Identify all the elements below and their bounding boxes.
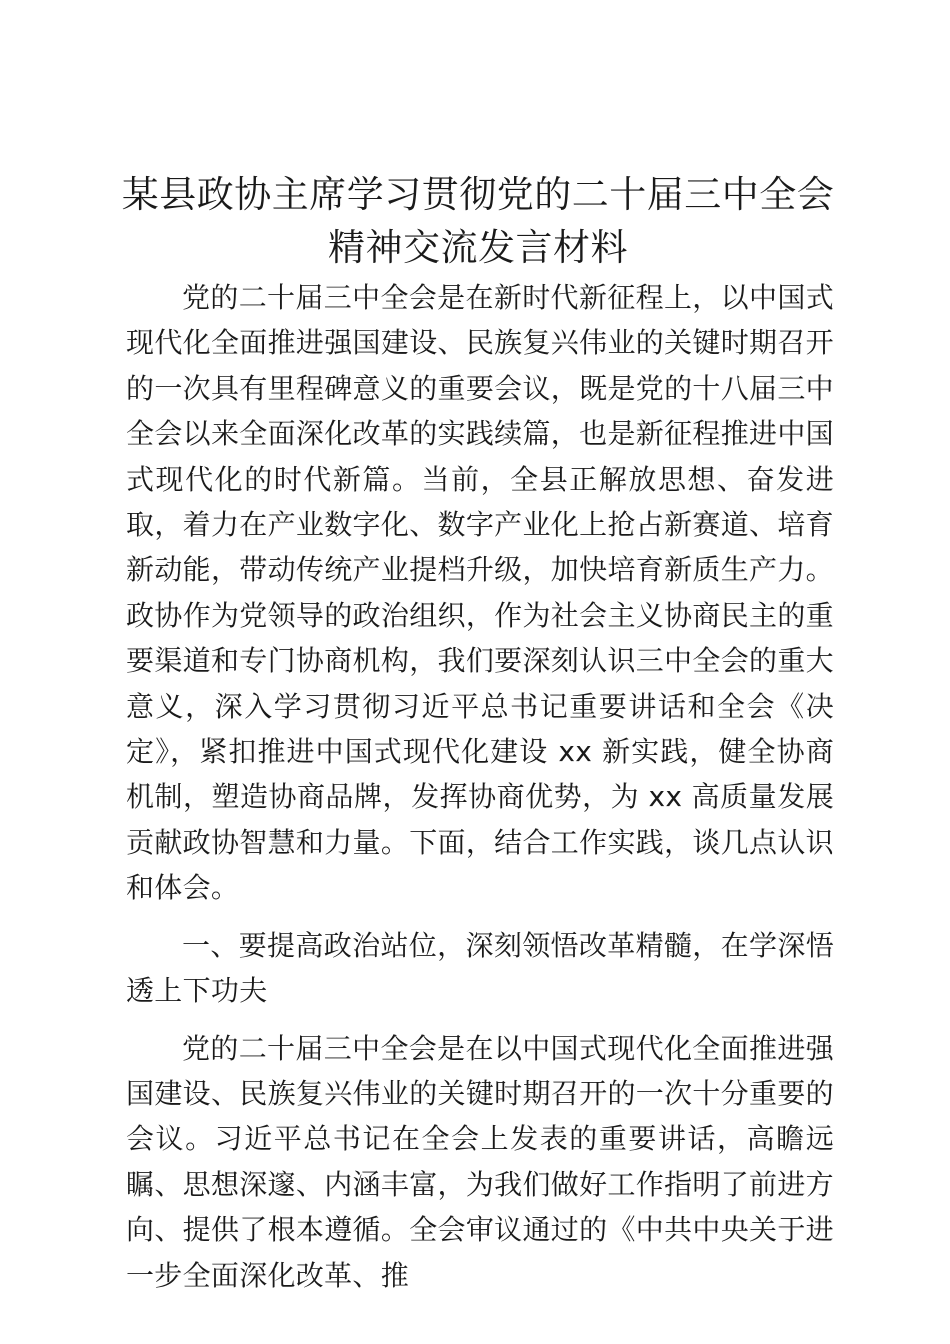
section-heading-1: 一、要提高政治站位，深刻领悟改革精髓，在学深悟透上下功夫 xyxy=(126,928,834,1008)
intro-paragraph: 党的二十届三中全会是在新时代新征程上，以中国式现代化全面推进强国建设、民族复兴伟业的关键时期召开的一次具有里程碑意义的重要会议，既是党的十八届三中全会以来全面深化改革的实践续篇，也是新征程推进中国式现代化的时代新篇。当前，全县正解放思想、奋发进取，着力在产业数字化、数字产业化上抢占新赛道、培育新动能，带动传统产业提档升级，加快培育新质生产力。政协作为党领导的政治组织，作为社会主义协商民主的重要渠道和专门协商机构，我们要深刻认识三中全会的重大意义，深入学习贯彻习近平总书记重要讲话和全会《决定》，紧扣推进中国式现代化建设 xx 新实践，健全协商机制，塑造协商品牌，发挥协商优势，为 xx 高质量发展贡献政协智慧和力量。下面，结合工作实践，谈几点认识和体会。 xyxy=(126,281,834,905)
document-body xyxy=(126,275,834,1298)
document-title: 某县政协主席学习贯彻党的二十届三中全会精神交流发言材料 xyxy=(121,173,835,269)
section-1-paragraph: 党的二十届三中全会是在以中国式现代化全面推进强国建设、民族复兴伟业的关键时期召开的一次十分重要的会议。习近平总书记在全会上发表的重要讲话，高瞻远瞩、思想深邃、内涵丰富，为我们做好工作指明了前进方向、提供了根本遵循。全会审议通过的《中共中央关于进一步全面深化改革、推 xyxy=(126,1031,834,1292)
